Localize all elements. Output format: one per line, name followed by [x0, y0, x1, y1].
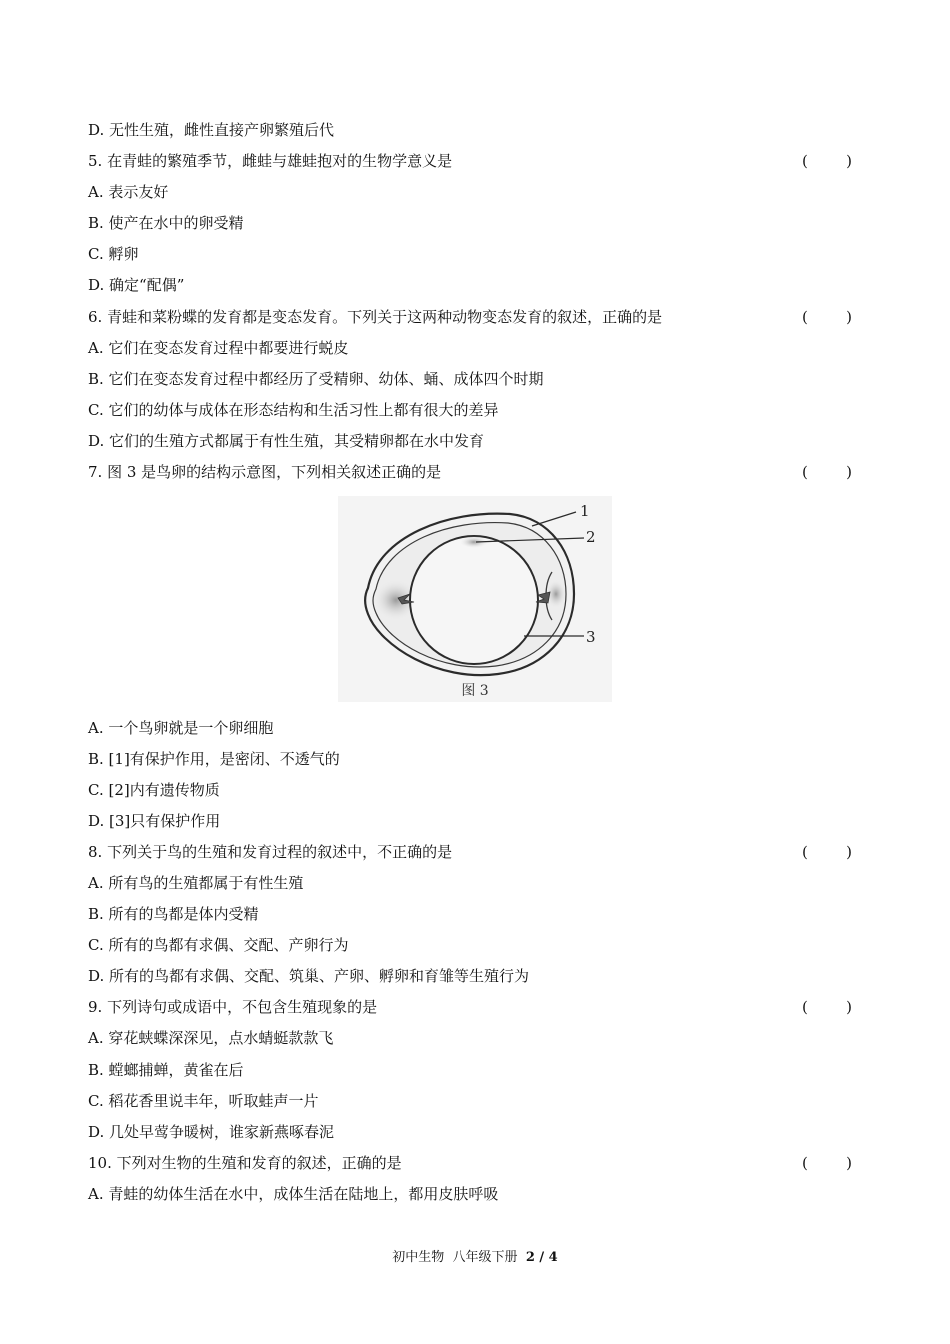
option-8d: D. 所有的鸟都有求偶、交配、筑巢、产卵、孵卵和育雏等生殖行为 — [88, 967, 530, 985]
question-7 — [88, 460, 852, 484]
question-9 — [88, 995, 852, 1019]
option-5b: B. 使产在水中的卵受精 — [88, 214, 244, 232]
question-text: 7. 图 3 是鸟卵的结构示意图，下列相关叙述正确的是 — [88, 463, 442, 481]
answer-blank: ( ) — [802, 843, 852, 861]
option-5d: D. 确定“配偶” — [88, 276, 185, 294]
answer-blank: ( ) — [802, 308, 852, 326]
footer-course: 初中生物 — [392, 1250, 445, 1265]
option-7d: D. [3]只有保护作用 — [88, 812, 221, 830]
option-10a: A. 青蛙的幼体生活在水中，成体生活在陆地上，都用皮肤呼吸 — [88, 1185, 499, 1203]
option-6a: A. 它们在变态发育过程中都要进行蜕皮 — [88, 339, 349, 357]
question-text: 8. 下列关于鸟的生殖和发育过程的叙述中，不正确的是 — [88, 843, 453, 861]
page-number: 2 / 4 — [525, 1250, 558, 1265]
option-5a: A. 表示友好 — [88, 183, 169, 201]
option-9d: D. 几处早莺争暖树，谁家新燕啄春泥 — [88, 1123, 335, 1141]
option-7c: C. [2]内有遗传物质 — [88, 781, 220, 799]
label-2: 2 — [586, 528, 596, 546]
option-8a: A. 所有鸟的生殖都属于有性生殖 — [88, 874, 304, 892]
option-9a: A. 穿花蛱蝶深深见，点水蜻蜓款款飞 — [88, 1029, 334, 1047]
option-6d: D. 它们的生殖方式都属于有性生殖，其受精卵都在水中发育 — [88, 432, 485, 450]
footer-grade: 八年级下册 — [452, 1250, 518, 1265]
figure-caption: 图 3 — [461, 683, 489, 699]
question-6 — [88, 305, 852, 329]
option-7a: A. 一个鸟卵就是一个卵细胞 — [88, 719, 274, 737]
question-text: 10. 下列对生物的生殖和发育的叙述，正确的是 — [88, 1154, 402, 1172]
question-text: 5. 在青蛙的繁殖季节，雌蛙与雄蛙抱对的生物学意义是 — [88, 152, 453, 170]
option-9c: C. 稻花香里说丰年，听取蛙声一片 — [88, 1092, 319, 1110]
bird-egg-figure — [338, 496, 612, 702]
option-6c: C. 它们的幼体与成体在形态结构和生活习性上都有很大的差异 — [88, 401, 499, 419]
label-3: 3 — [586, 628, 596, 646]
question-10 — [88, 1151, 852, 1175]
option-9b: B. 螳螂捕蝉，黄雀在后 — [88, 1061, 244, 1079]
page-footer — [0, 1246, 950, 1265]
answer-blank: ( ) — [802, 463, 852, 481]
option-5c: C. 孵卵 — [88, 245, 139, 263]
option-7b: B. [1]有保护作用，是密闭、不透气的 — [88, 750, 340, 768]
question-text: 9. 下列诗句或成语中，不包含生殖现象的是 — [88, 998, 378, 1016]
option-8c: C. 所有的鸟都有求偶、交配、产卵行为 — [88, 936, 349, 954]
question-8 — [88, 840, 852, 864]
answer-blank: ( ) — [802, 998, 852, 1016]
label-1: 1 — [580, 502, 590, 520]
answer-blank: ( ) — [802, 152, 852, 170]
option-8b: B. 所有的鸟都是体内受精 — [88, 905, 259, 923]
answer-blank: ( ) — [802, 1154, 852, 1172]
question-text: 6. 青蛙和菜粉蝶的发育都是变态发育。下列关于这两种动物变态发育的叙述，正确的是 — [88, 308, 663, 326]
option-6b: B. 它们在变态发育过程中都经历了受精卵、幼体、蛹、成体四个时期 — [88, 370, 544, 388]
option-4d — [88, 118, 852, 142]
line-text: D. 无性生殖，雌性直接产卵繁殖后代 — [88, 121, 335, 139]
egg-yolk — [410, 536, 538, 664]
question-5 — [88, 149, 852, 173]
